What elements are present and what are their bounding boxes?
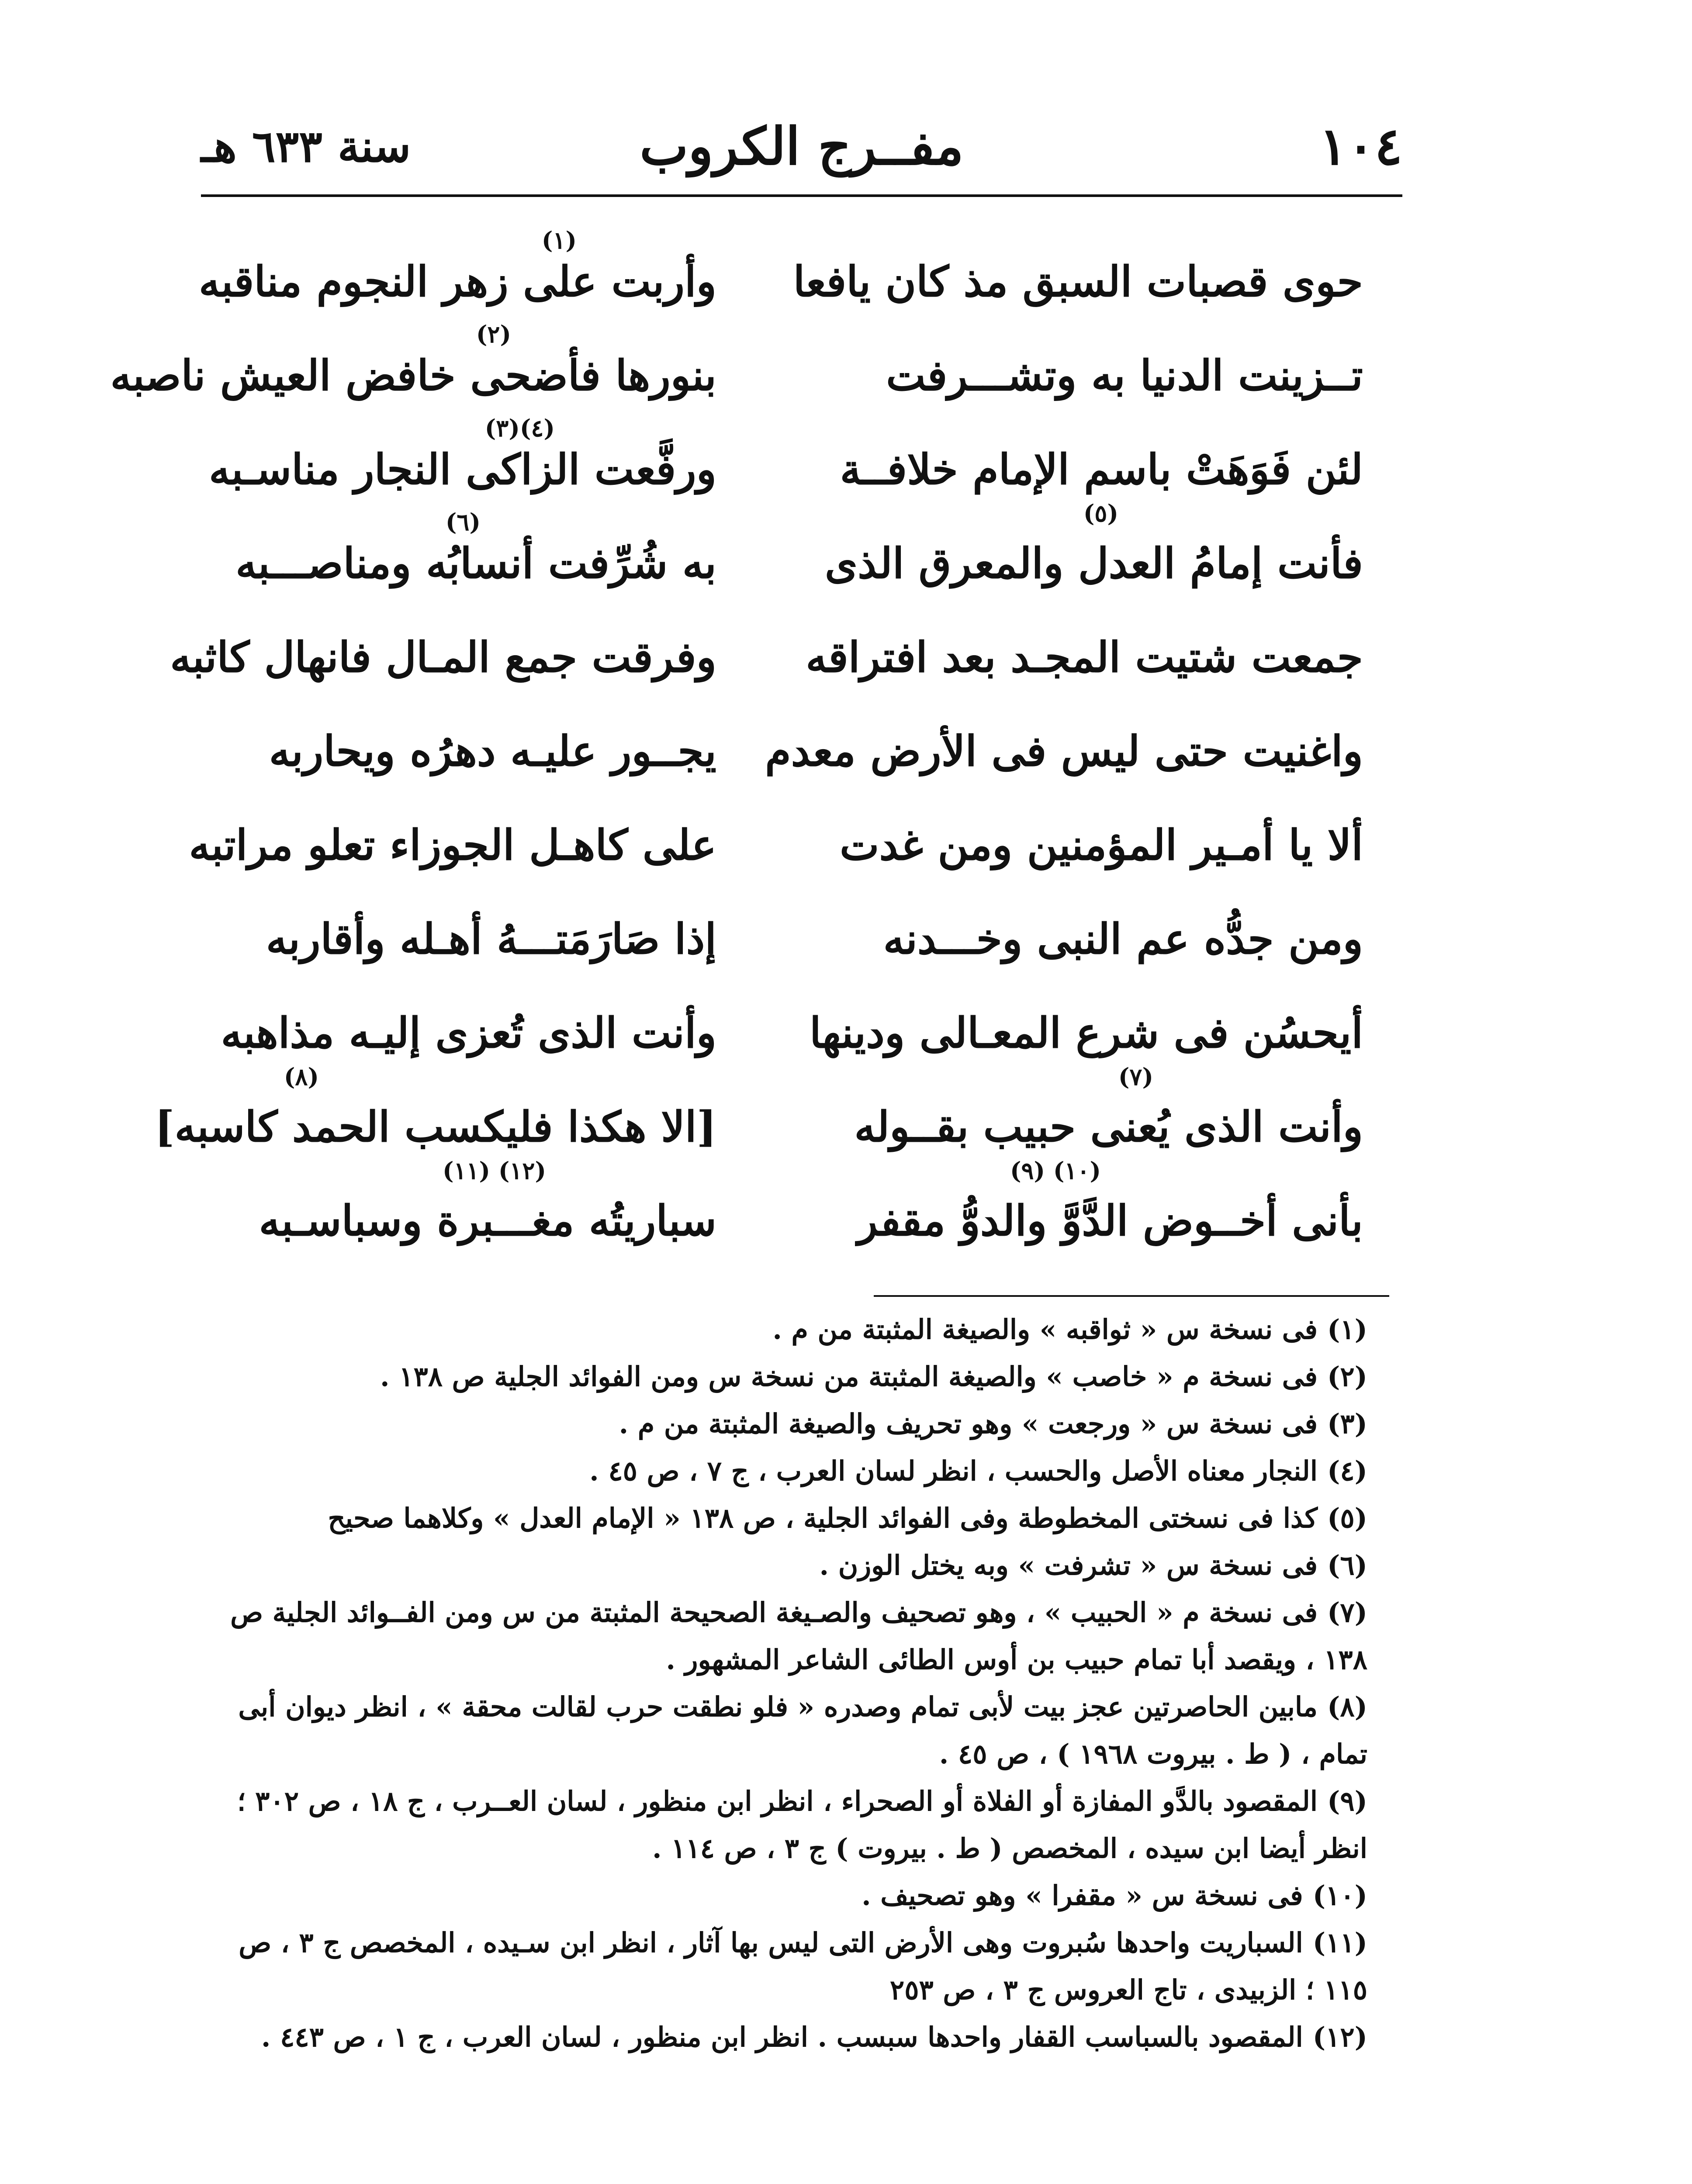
- verse-first-hemistich: لئن فَوَهَتْ باسم الإمام خلافــة: [840, 445, 1363, 494]
- verse: [221, 978, 1363, 1091]
- footnote-number: (٢): [1327, 1361, 1367, 1393]
- year-label: سنة ٦٣٣ هـ: [201, 121, 411, 172]
- footnote-text: فى نسخة س « مقفرا » وهو تصحيف .: [862, 1880, 1303, 1911]
- verse-second-hemistich: سباريتُه مغـــبرة وسباسـبه: [259, 1196, 716, 1245]
- footnote-number: (١): [1327, 1313, 1367, 1345]
- verse-first-hemistich: فأنت إمامُ العدل والمعرق الذى: [825, 539, 1363, 588]
- footnote: [210, 1542, 1367, 1589]
- verse-first-hemistich: واغنيت حتى ليس فى الأرض معدم: [765, 726, 1363, 776]
- footnotes: [210, 1306, 1367, 2061]
- footnote: [210, 1353, 1367, 1400]
- footnote: [210, 1872, 1367, 1919]
- footnote-text: فى نسخة س « تشرفت » وبه يختل الوزن .: [819, 1549, 1318, 1581]
- verse-first-hemistich: ألا يا أمـير المؤمنين ومن غدت: [840, 820, 1363, 870]
- footnote-number: (٤): [1327, 1455, 1367, 1487]
- footnote-number: (٥): [1327, 1502, 1367, 1534]
- footnote: [210, 1589, 1367, 1683]
- verse-second-hemistich: بنورها فأضحى خافض العيش ناصبه: [110, 351, 716, 400]
- footnote-text: كذا فى نسختى المخطوطة وفى الفوائد الجلية ، ص ١٣٨ « الإمام العدل » وكلاهما صحيح: [328, 1502, 1318, 1534]
- footnote-number: (١٠): [1312, 1880, 1367, 1911]
- footnote-number: (١١): [1312, 1927, 1367, 1959]
- note-ref: (١): [541, 226, 577, 254]
- footnote-number: (١٢): [1312, 2021, 1367, 2053]
- verse: [155, 1072, 1363, 1185]
- verse-first-hemistich: حوى قصبات السبق مذ كان يافعا: [793, 257, 1363, 306]
- note-ref: (١٢) (١١): [442, 1157, 546, 1185]
- footnote-text: السباريت واحدها سُبروت وهى الأرض التى ليس بها آثار ، انظر ابن سـيده ، المخصص ج ٣ ، ص ١١٥ ؛ الزبيدى ، تاج العروس ج ٣ ، ص ٢٥٣: [239, 1927, 1367, 2006]
- header-rule: [201, 194, 1402, 197]
- footnote: [210, 1919, 1367, 2014]
- footnote: [210, 2014, 1367, 2061]
- verse-second-hemistich: إذا صَارَمَتـــهُ أهـله وأقاربه: [266, 914, 716, 964]
- verse-second-hemistich: وأربت على زهر النجوم مناقبه: [199, 257, 716, 306]
- note-ref: (٢): [476, 320, 511, 348]
- verse-first-hemistich: ومن جدُّه عم النبى وخـــدنه: [883, 914, 1363, 964]
- verse: [235, 508, 1363, 603]
- verse: [189, 791, 1363, 885]
- footnote-number: (٣): [1327, 1408, 1367, 1440]
- verse: [110, 320, 1363, 415]
- verse: [209, 414, 1363, 527]
- footnote-text: المقصود بالدَّو المفازة أو الفلاة أو الصحراء ، انظر ابن منظور ، لسان العــرب ، ج ١٨ ، ص ٣٠٢ ؛ انظر أيضا ابن سيده ، المخصص ( ط . بيروت ) ج ٣ ، ص ١١٤ .: [237, 1785, 1367, 1864]
- verse-first-hemistich: وأنت الذى يُعنى حبيب بقــوله: [854, 1102, 1363, 1151]
- verse-first-hemistich: تــزينت الدنيا به وتشـــرفت: [886, 351, 1363, 400]
- footnote-text: فى نسخة س « ورجعت » وهو تحريف والصيغة المثبتة من م .: [619, 1408, 1318, 1440]
- footnote: [210, 1306, 1367, 1353]
- footnote-number: (٩): [1327, 1785, 1367, 1817]
- verse-first-hemistich: أيحسُن فى شرع المعـالى ودينها: [809, 1008, 1363, 1057]
- verse-second-hemistich: [الا هكذا فليكسب الحمد كاسبه]: [155, 1102, 716, 1151]
- verse: [245, 1166, 1363, 1260]
- footnote: [210, 1448, 1367, 1495]
- footnote-text: المقصود بالسباسب القفار واحدها سبسب . انظر ابن منظور ، لسان العرب ، ج ١ ، ص ٤٤٣ .: [261, 2021, 1303, 2053]
- verse-second-hemistich: وأنت الذى تُعزى إليـه مذاهبه: [221, 1008, 716, 1057]
- verse: [245, 697, 1363, 791]
- footnote-text: فى نسخة م « الحبيب » ، وهو تصحيف والصـيغة الصحيحة المثبتة من س ومن الفــوائد الجلية ص ١٣٨ ، ويقصد أبا تمام حبيب بن أوس الطائى الشاعر المشهور .: [230, 1597, 1367, 1676]
- footnote-rule: [874, 1295, 1389, 1297]
- verse-first-hemistich: جمعت شتيت المجـد بعد افتراقه: [806, 632, 1363, 682]
- footnote: [210, 1495, 1367, 1542]
- footnote-number: (٨): [1327, 1691, 1367, 1723]
- verse-second-hemistich: به شُرِّفت أنسابُه ومناصـــبه: [235, 539, 716, 588]
- note-ref: (١٠) (٩): [1010, 1157, 1101, 1185]
- page-number: ١٠٤: [1319, 116, 1402, 176]
- verse: [199, 226, 1363, 321]
- footnote-text: فى نسخة س « ثواقبه » والصيغة المثبتة من م .: [772, 1313, 1318, 1345]
- footnote: [210, 1400, 1367, 1448]
- note-ref: (٨): [284, 1063, 319, 1091]
- running-header: [201, 111, 1402, 181]
- note-ref: (٤)(٣): [484, 414, 555, 442]
- footnote-text: فى نسخة م « خاصب » والصيغة المثبتة من نسخة س ومن الفوائد الجلية ص ١٣٨ .: [380, 1361, 1318, 1393]
- verse-first-hemistich: بأنى أخــوض الدَّوَّ والدوُّ مقفر: [857, 1196, 1363, 1245]
- footnote-number: (٧): [1327, 1597, 1367, 1628]
- poem: [110, 226, 1363, 1260]
- verse-second-hemistich: يجــور عليـه دهرُه ويحاربه: [269, 726, 716, 776]
- verse-second-hemistich: ورفَّعت الزاكى النجار مناسـبه: [209, 445, 716, 494]
- verse-second-hemistich: وفرقت جمع المـال فانهال كاثبه: [170, 632, 716, 682]
- footnote-text: مابين الحاصرتين عجز بيت لأبى تمام وصدره « فلو نطقت حرب لقالت محقة » ، انظر ديوان أبى تمام ، ( ط . بيروت ١٩٦٨ ) ، ص ٤٥ .: [238, 1691, 1367, 1770]
- footnote: [210, 1683, 1367, 1778]
- footnote: [210, 1778, 1367, 1872]
- footnote-number: (٦): [1327, 1549, 1367, 1581]
- note-ref: (٥): [1083, 499, 1118, 527]
- note-ref: (٧): [1118, 1063, 1153, 1091]
- note-ref: (٦): [445, 508, 481, 536]
- verse-second-hemistich: على كاهـل الجوزاء تعلو مراتبه: [189, 820, 716, 870]
- verse: [170, 603, 1363, 697]
- book-title: مفــرج الكروب: [640, 116, 964, 176]
- verse: [245, 885, 1363, 978]
- footnote-text: النجار معناه الأصل والحسب ، انظر لسان العرب ، ج ٧ ، ص ٤٥ .: [589, 1455, 1318, 1487]
